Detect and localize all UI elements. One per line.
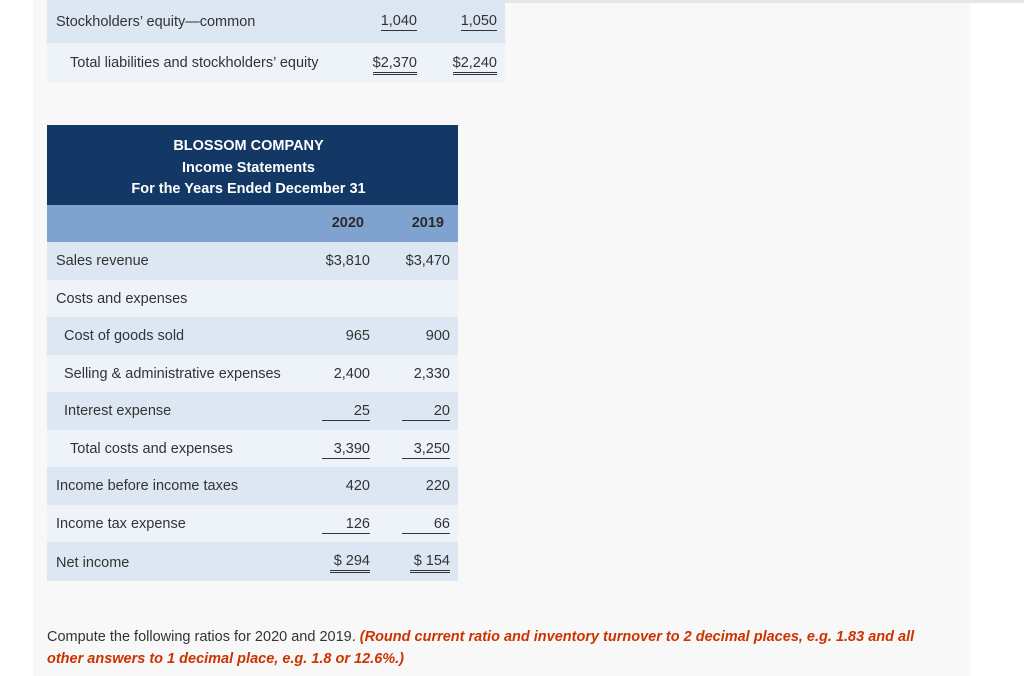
- value-2020: 1,040: [380, 13, 417, 29]
- column-header-2020: 2020: [331, 215, 364, 231]
- value-2020: $3,810: [325, 253, 370, 269]
- value-2019: $2,240: [453, 55, 497, 75]
- value-2019: 2,330: [413, 365, 450, 382]
- value-2020: 126: [322, 516, 370, 534]
- table-row: [47, 43, 505, 83]
- value-2019: $3,470: [405, 253, 450, 269]
- value-2020: $2,370: [373, 55, 417, 75]
- statement-period: For the Years Ended December 31: [131, 181, 366, 197]
- company-name: BLOSSOM COMPANY: [173, 138, 324, 154]
- column-header-2019: 2019: [411, 215, 444, 231]
- row-label: Interest expense: [64, 403, 172, 419]
- value-2019: 1,050: [460, 13, 497, 29]
- instructions-text: Compute the following ratios for 2020 and 2019.: [47, 629, 360, 645]
- row-label: Net income: [56, 555, 130, 571]
- row-label: Total liabilities and stockholders’ equity: [70, 55, 319, 71]
- value-2020: 3,390: [322, 441, 370, 459]
- table-row: [47, 317, 458, 355]
- row-label: Sales revenue: [56, 253, 149, 269]
- value-2019: 220: [425, 478, 450, 494]
- table-header: [47, 125, 458, 205]
- table-row: [47, 280, 458, 318]
- table-row: [47, 505, 458, 543]
- table-row: [47, 392, 458, 430]
- row-label: Income before income taxes: [56, 478, 239, 494]
- row-label: Cost of goods sold: [64, 328, 185, 344]
- value-2020: 25: [322, 403, 370, 421]
- row-label: Costs and expenses: [56, 290, 188, 307]
- table-row: [47, 467, 458, 505]
- value-2019: 20: [402, 403, 450, 421]
- value-2019: $ 154: [410, 553, 450, 573]
- value-2019: 900: [425, 328, 450, 344]
- value-2019: 3,250: [402, 441, 450, 459]
- value-2019: 66: [402, 516, 450, 534]
- rounding-note: (Round current ratio and inventory turnover to 2 decimal places, e.g. 1.83 and all other answers to 1 decimal place, e.g. 1.8 or 12.6%.): [47, 629, 915, 667]
- balance-sheet-fragment: [47, 0, 505, 83]
- column-header-row: [47, 205, 458, 242]
- row-label: Stockholders’ equity—common: [56, 14, 256, 30]
- statement-title: Income Statements: [182, 159, 315, 176]
- row-label: Income tax expense: [56, 515, 186, 532]
- value-2020: $ 294: [330, 553, 370, 573]
- income-statement-table: [47, 125, 458, 581]
- table-row: [47, 430, 458, 468]
- row-label: Selling & administrative expenses: [64, 365, 281, 382]
- instructions: [47, 627, 947, 670]
- table-row: [47, 0, 505, 43]
- value-2020: 2,400: [333, 365, 370, 382]
- value-2020: 420: [345, 478, 370, 494]
- table-row: [47, 242, 458, 280]
- row-label: Total costs and expenses: [70, 440, 233, 457]
- top-divider: [505, 0, 1024, 3]
- value-2020: 965: [345, 328, 370, 344]
- table-row: [47, 355, 458, 393]
- table-row: [47, 542, 458, 581]
